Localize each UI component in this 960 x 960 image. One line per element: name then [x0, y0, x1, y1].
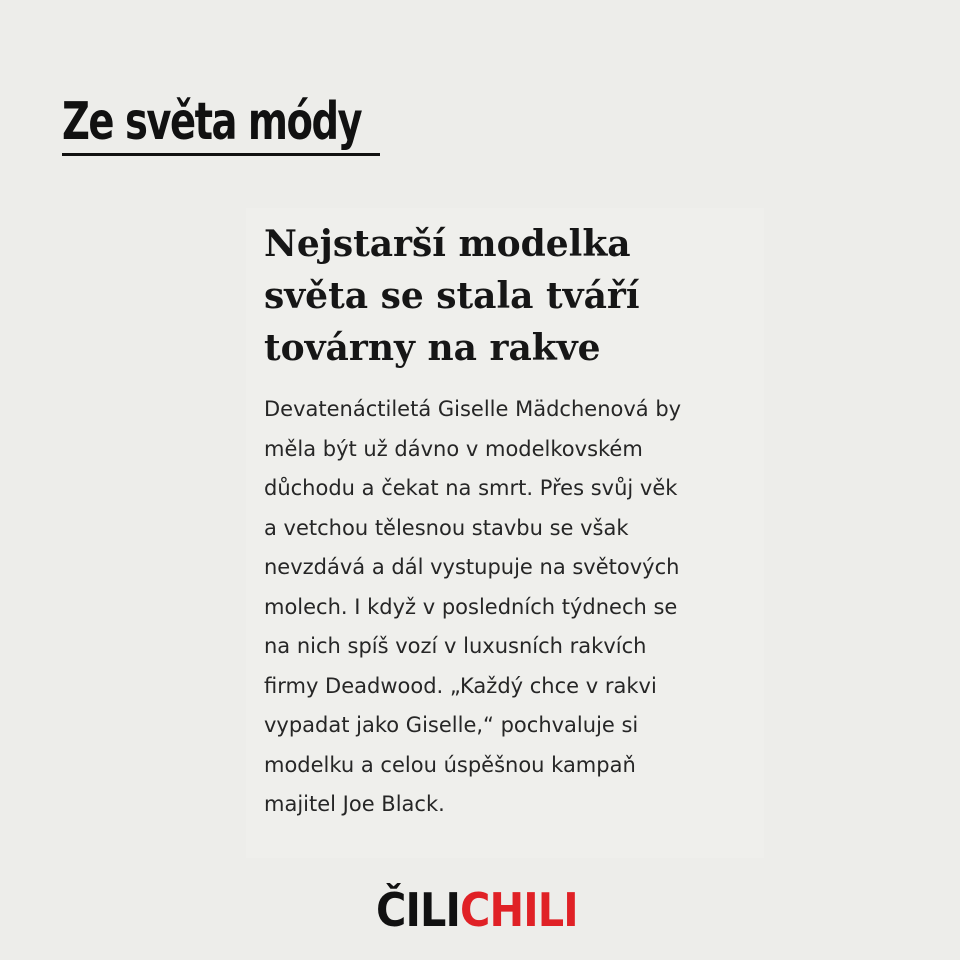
- body-line: a vetchou tělesnou stavbu se však: [264, 515, 629, 540]
- body-line: nevzdává a dál vystupuje na světových: [264, 555, 680, 579]
- article-card: [246, 208, 764, 858]
- section-title: Ze světa módy: [62, 92, 362, 152]
- headline-line: Nejstarší modelka: [264, 223, 631, 265]
- headline-line: světa se stala tváří: [264, 275, 640, 317]
- body-line: molech. I když v posledních týdnech se: [264, 594, 678, 619]
- body-line: firmy Deadwood. „Každý chce v rakvi: [264, 673, 657, 698]
- body-line: modelku a celou úspěšnou kampaň: [264, 752, 636, 777]
- body-line: Devatenáctiletá Giselle Mädchenová by: [264, 397, 682, 421]
- headline-line: továrny na rakve: [264, 327, 601, 369]
- body-line: majitel Joe Black.: [264, 792, 445, 816]
- logo-part-chili: CHILI: [459, 883, 578, 937]
- article-body: [264, 390, 746, 825]
- article-headline: [264, 218, 746, 374]
- section-title-underline: [62, 153, 380, 156]
- body-line: na nich spíš vozí v luxusních rakvích: [264, 634, 647, 658]
- body-line: vypadat jako Giselle,“ pochvaluje si: [264, 713, 639, 737]
- logo-part-cili: ČILI: [376, 883, 460, 937]
- body-line: měla být už dávno v modelkovském: [264, 436, 643, 461]
- body-line: důchodu a čekat na smrt. Přes svůj věk: [264, 476, 678, 500]
- cilichili-logo: [376, 883, 578, 937]
